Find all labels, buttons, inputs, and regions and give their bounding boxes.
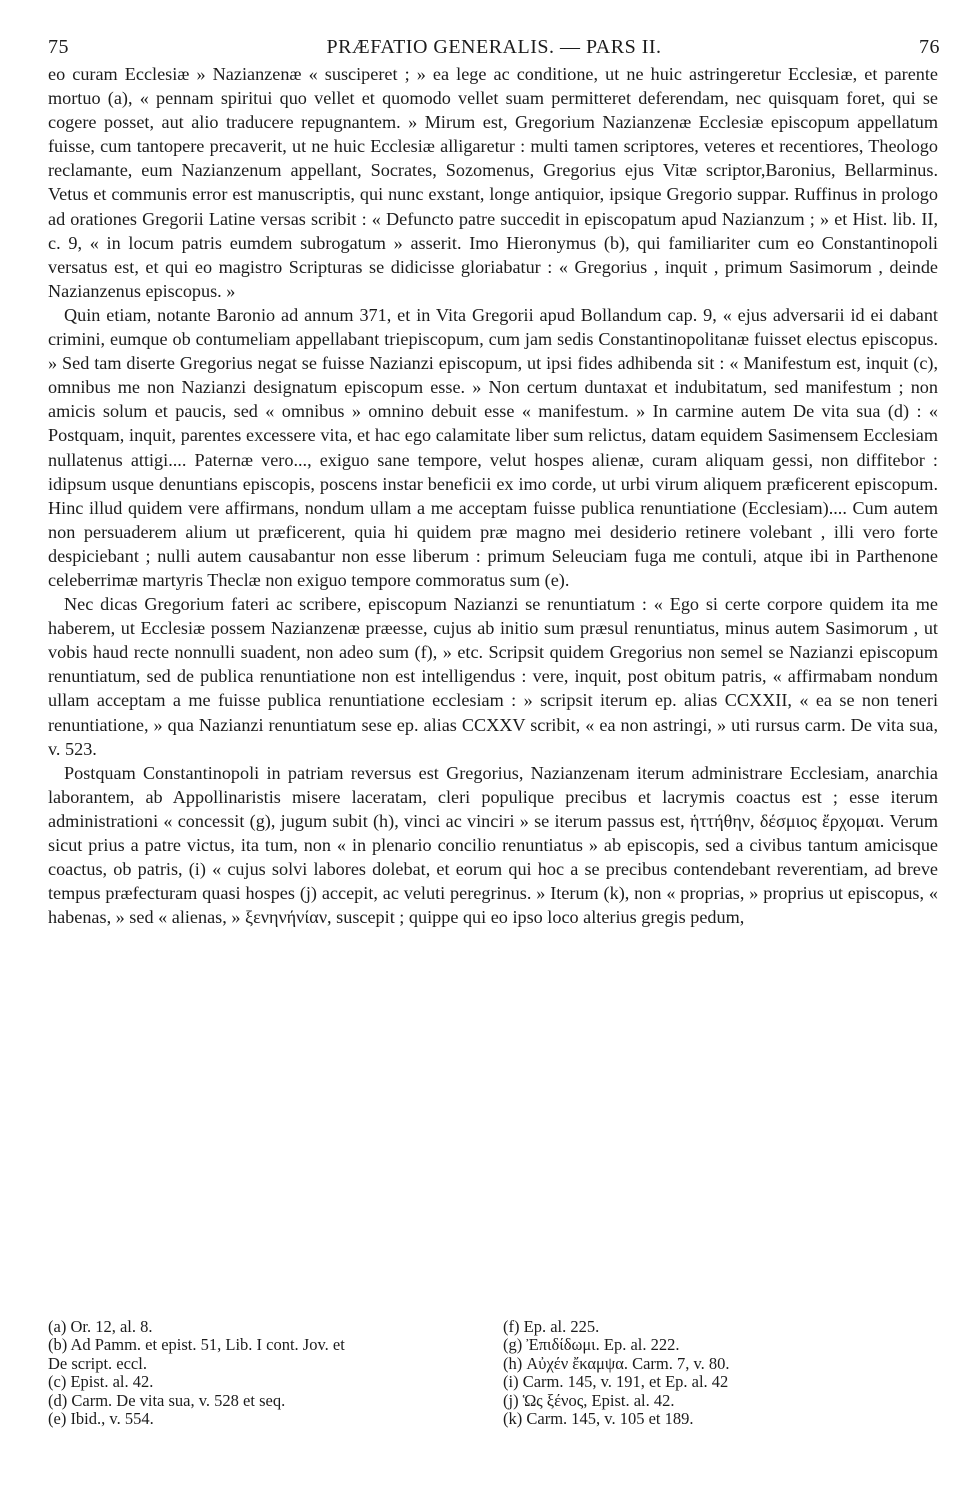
footnote: (d) Carm. De vita sua, v. 528 et seq. (48, 1390, 286, 1410)
paragraph: Postquam Constantinopoli in patriam reversus est Gregorius, Nazianzenam iterum administrare Ecclesiam, anarchia laborantem, ab Appollinaristis misere laceratam, cleri populique precibus et lacrymis coactus est ; esse iterum administrationi « concessit (g), jugum subit (h), vinci ac vinciri » se iterum passus est, ἡττήθην, δέσμιος ἔρχομαι. Verum sicut prius a patre victus, ita tum, non « in plenario concilio renuntiatus » ab episcopis, sed a civibus tantum amicisque coactus, ob patris, (i) « cujus solvi labores dolebat, et eorum qui hoc a se precibus contendebant reverentiam, ad breve tempus præfecturam quasi hospes (j) accepit, ac veluti peregrinus. » Iterum (k), non « proprias, » proprius ut episcopus, « habenas, » sed « alienas, » ξενηνήνίαν, suscepit ; quippe qui eo ipso loco alterius gregis pedum, (48, 762, 938, 928)
paragraph: eo curam Ecclesiæ » Nazianzenæ « susciperet ; » ea lege ac conditione, ut ne huic astringeretur Ecclesiæ, et parente mortuo (a), « pennam spiritui quo vellet et quomodo vellet suam permitteret deferendam, nec quisquam foret, qui se cogere posset, aut alio traducere repugnantem. » Mirum est, Gregorium Nazianzenæ Ecclesiæ episcopum appellatum fuisse, cum tantopere precaverit, ut ne huic Ecclesiæ alligaretur : multi tamen scriptores, veteres et recentiores, Theologo reclamante, eum Nazianzenum appellant, Socrates, Sozomenus, Gregorius ejus Vitæ scriptor,Baronius, Bellarminus. Vetus et communis error est manuscriptis, qui nunc exstant, longe antiquior, ipsique Gregorio suppar. Ruffinus in prologo ad orationes Gregorii Latine versas scribit : « Defuncto patre succedit in episcopatum apud Nazianzum ; » et Hist. lib. II, c. 9, « in locum patris eumdem subrogatum » asserit. Imo Hieronymus (b), qui familiariter cum eo Constantinopoli versatus est, et qui eo magistro Scripturas se didicisse gloriabatur : « Gregorius , inquit , primum Sasimorum , deinde Nazianzenus episcopus. » (48, 64, 938, 301)
footnote: (b) Ad Pamm. et epist. 51, Lib. I cont. Jov. et (48, 1335, 345, 1355)
footnote: (c) Epist. al. 42. (48, 1372, 154, 1392)
page-number-right: 76 (919, 36, 940, 58)
footnotes-right-column (503, 1318, 933, 1428)
running-head (48, 36, 940, 62)
footnotes-left-column (48, 1318, 488, 1428)
paragraph: Quin etiam, notante Baronio ad annum 371, et in Vita Gregorii apud Bollandum cap. 9, « ejus adversarii id ei dabant crimini, eumque ob contumeliam appellabant triepiscopum, cum jam sedis Constantinopolitanæ fuisset electus episcopus. » Sed tam diserte Gregorius negat se fuisse Nazianzi episcopum, ut ipsi fides adhibenda sit : « Manifestum est, inquit (c), omnibus me non Nazianzi designatum episcopum esse. » Non certum duntaxat et indubitatum, sed manifestum ; non amicis solum et paucis, sed « omnibus » omnino debuit esse « manifestum. » In carmine autem De vita sua (d) : « Postquam, inquit, parentes excessere vita, et hac ego calamitate liber sum relictus, datam equidem Sasimensem Ecclesiam nullatenus attigi.... Paternæ vero..., exiguo sane tempore, velut hospes alienæ, curam aliquam gessi, non diffitebor : idipsum usque denuntians episcopis, poscens instar beneficii ex imo corde, ut urbi virum aliquem præficerent episcopum. Hinc illud quidem vere affirmans, nondum ullam a me acceptam fuisse publica renuntiatione (Ecclesiam).... Cum autem non persuaderem alium ut præficerent, quia hi quidem præ magno mei desiderio retinere volebant , illi vero forte despiciebant ; nulli autem causabantur non esse liberum : primum Seleuciam fuga me contuli, atque ibi in Parthenone celeberrimæ martyris Theclæ non exiguo tempore commoratus sum (e). (48, 304, 938, 590)
footnote: (h) Αὐχέν ἔκαμψα. Carm. 7, v. 80. (503, 1353, 730, 1373)
footnote: (j) Ὡς ξένος, Epist. al. 42. (503, 1390, 675, 1410)
footnote: (g) Ἐπιδίδωμι. Ep. al. 222. (503, 1335, 680, 1355)
footnote: De script. eccl. (48, 1353, 147, 1373)
footnote: (a) Or. 12, al. 8. (48, 1317, 153, 1336)
paragraph: Nec dicas Gregorium fateri ac scribere, episcopum Nazianzi se renuntiatum : « Ego si certe corpore quidem ita me haberem, ut Ecclesiæ possem Nazianzenæ præesse, cujus ab initio sum præsul renuntiatus, minus autem Sasimorum , ut vobis haud recte nonnulli suadent, non adeo sum (f), » etc. Scripsit quidem Gregorius non semel se Nazianzi episcopum renuntiatum, sed de publica renuntiatione non est intelligendus : vere, inquit, post obitum patris, « affirmabam nondum ullam acceptam a me fuisse publica renuntiatione ecclesiam : » scripsit iterum ep. alias CCXXII, « ea se non teneri renuntiatione, » qua Nazianzi renuntiatum sese ep. alias CCXXV scribit, « ea non astringi, » uti rursus carm. De vita sua, v. 523. (48, 594, 938, 759)
page-number-left: 75 (48, 36, 69, 58)
footnote: (e) Ibid., v. 554. (48, 1409, 154, 1429)
main-text (48, 62, 938, 929)
running-title: PRÆFATIO GENERALIS. — PARS II. (326, 36, 662, 58)
footnote: (f) Ep. al. 225. (503, 1317, 600, 1336)
footnote: (k) Carm. 145, v. 105 et 189. (503, 1409, 694, 1429)
footnote: (i) Carm. 145, v. 191, et Ep. al. 42 (503, 1372, 729, 1392)
